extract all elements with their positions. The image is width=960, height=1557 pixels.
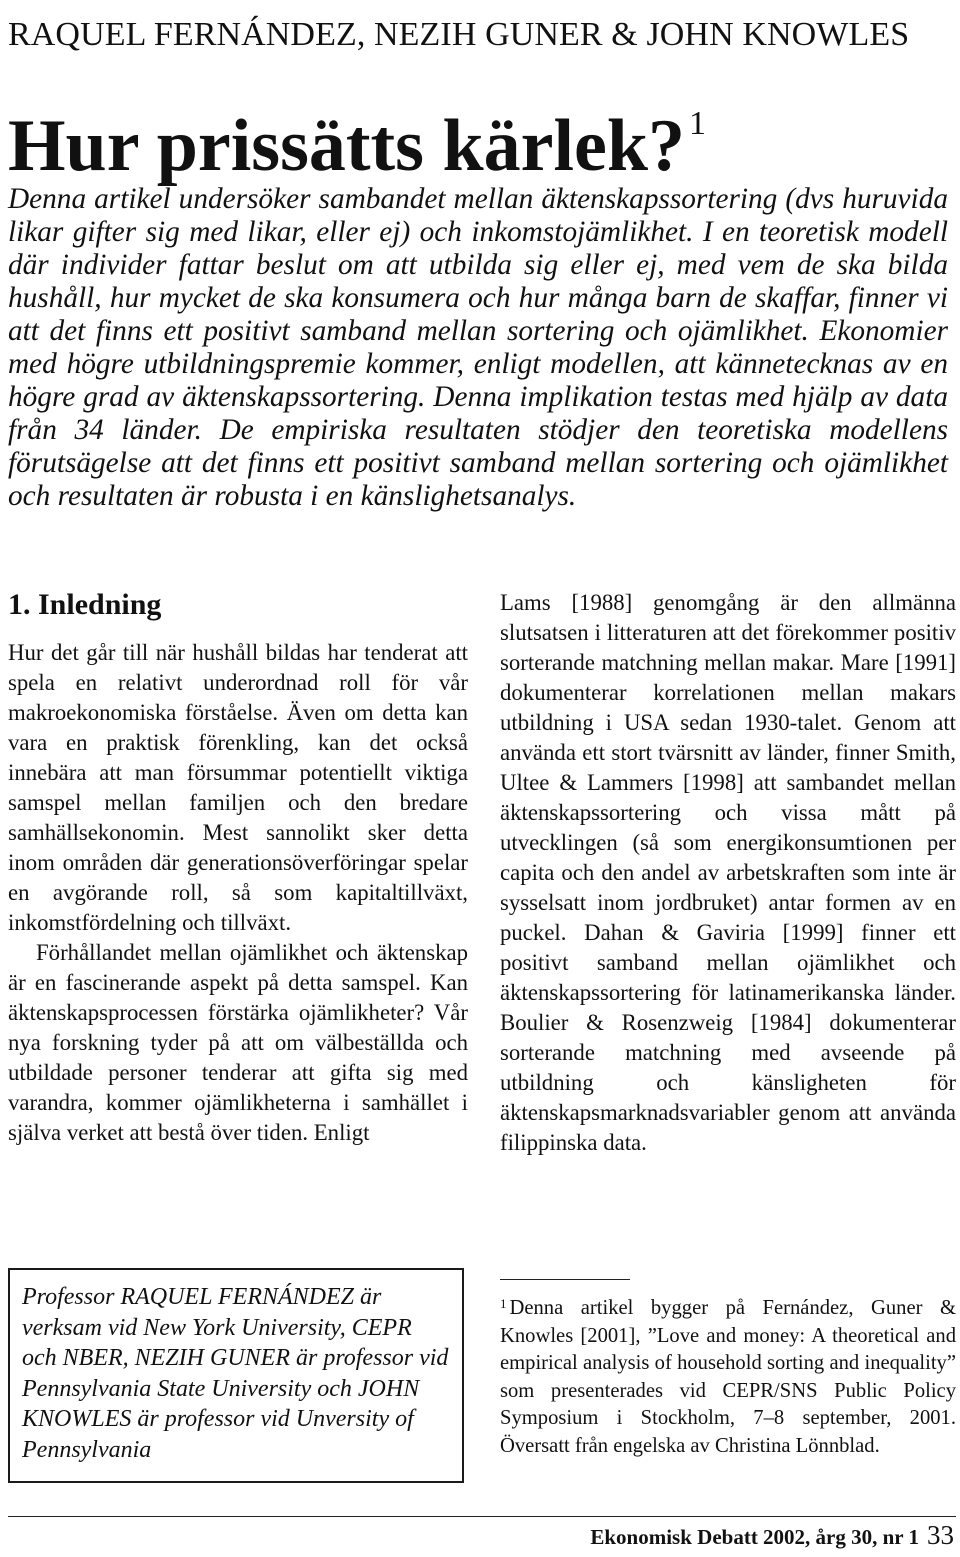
section-heading: 1. Inledning xyxy=(8,588,162,621)
page-footer xyxy=(590,1518,954,1557)
intro-paragraph-2: Förhållandet mellan ojämlikhet och äktenskap är en fascinerande aspekt på detta samspel. Kan äktenskapsprocessen förstärka ojämlikheter? Vår nya forskning tyder på att om välbeställda och utbildade personer tenderar att gifta sig med varandra, kommer ojämlikheterna i samhället i själva verket att bestå över tiden. Enligt xyxy=(8,940,468,1145)
author-bio-box xyxy=(8,1268,464,1483)
intro-paragraph-continuation: Lams [1988] genomgång är den allmänna slutsatsen i litteraturen att det förekommer positiv sorterande matchning mellan makar. Mare [1991] dokumenterar korrelationen mellan makars utbildning i USA sedan 1930-talet. Genom att använda ett stort tvärsnitt av länder, finner Smith, Ultee & Lammers [1998] att sambandet mellan äktenskapssortering och vissa mått på utvecklingen (så som energikonsumtionen per capita och den andel av arbetskraften som inte är sysselsatt inom jordbruket) antar formen av en puckel. Dahan & Gaviria [1999] finner ett positivt samband mellan ojämlikhet och äktenskapssortering för latinamerikanska länder. Boulier & Rosenzweig [1984] dokumenterar sorterande matchning med avseende på utbildning och känsligheten för äktenskapsmarknadsvariabler genom att använda filippinska data. xyxy=(500,590,956,1155)
footnote-marker: 1 xyxy=(500,1296,507,1311)
title-text: Hur prissätts kärlek? xyxy=(8,105,686,187)
footnote-divider xyxy=(500,1279,630,1280)
left-column xyxy=(8,586,468,1148)
right-column xyxy=(500,588,956,1158)
footnote-text: Denna artikel bygger på Fernández, Guner & Knowles [2001], ”Love and money: A theoretical and empirical analysis of household sorting and inequality” som presenterades vid CEPR/SNS Public Policy Symposium i Stockholm, 7–8 september, 2001. Översatt från engelska av Christina Lönnblad. xyxy=(500,1297,956,1457)
page-footer-divider xyxy=(8,1516,956,1517)
title-footnote-marker: 1 xyxy=(689,105,707,142)
article-abstract: Denna artikel undersöker sambandet mellan äktenskapssortering (dvs huruvida likar gifter sig med likar, eller ej) och inkomstojämlikhet. I en teoretisk modell där individer fattar beslut om att utbilda sig eller ej, med vem de ska bilda hushåll, hur mycket de ska konsumera och hur många barn de skaffar, finner vi att det finns ett positivt samband mellan sortering och ojämlikhet. Ekonomier med högre utbildningspremie kommer, enligt modellen, att kännetecknas av en högre grad av äktenskapssortering. Denna implikation testas med hjälp av data från 34 länder. De empiriska resultaten stödjer den teoretiska modellens förutsägelse att det finns ett positivt samband mellan sortering och ojämlikhet och resultaten är robusta i en känslighetsanalys. xyxy=(8,183,948,512)
author-bio-text: Professor RAQUEL FERNÁNDEZ är verksam vid New York University, CEPR och NBER, NEZIH GUNER är professor vid Pennsylvania State University och JOHN KNOWLES är professor vid Unversity of Pennsylvania xyxy=(22,1284,449,1463)
article-authors: RAQUEL FERNÁNDEZ, NEZIH GUNER & JOHN KNOWLES xyxy=(8,16,910,53)
article-title xyxy=(8,74,952,196)
intro-paragraph-1: Hur det går till när hushåll bildas har tenderat att spela en relativt underordnad roll för vår makroekonomiska förståelse. Även om detta kan vara en praktisk förenkling, kan det också innebära att man försummar potentiellt viktiga samspel mellan familjen och den bredare samhällsekonomin. Mest sannolikt sker detta inom områden där generationsöverföringar spelar en avgörande roll, så som kapitaltillväxt, inkomstfördelning och tillväxt. xyxy=(8,640,468,935)
page-number: 33 xyxy=(927,1520,954,1550)
journal-name: Ekonomisk Debatt 2002, årg 30, nr 1 xyxy=(590,1525,919,1549)
footnote xyxy=(500,1290,956,1460)
